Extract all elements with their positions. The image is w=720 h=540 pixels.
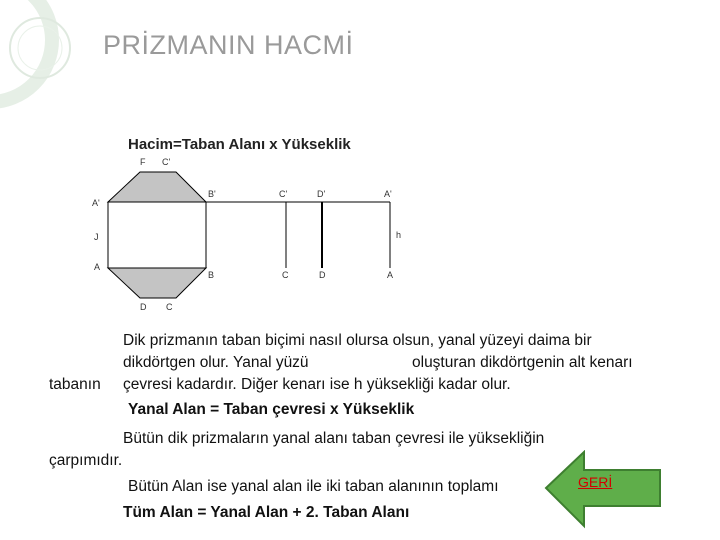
para1-line2a: dikdörtgen olur. Yanal yüzü <box>123 354 309 371</box>
para1-line3b: çevresi kadardır. Diğer kenarı ise h yüksekliği kadar olur. <box>123 376 511 393</box>
lateral-area-formula: Yanal Alan = Taban çevresi x Yükseklik <box>128 401 415 418</box>
para3: Bütün Alan ise yanal alan ile iki taban alanının toplamı <box>128 478 499 495</box>
lateral-face <box>108 202 206 268</box>
label-top-2: C' <box>162 157 171 167</box>
total-area-formula: Tüm Alan = Yanal Alan + 2. Taban Alanı <box>123 504 410 521</box>
decorative-circles <box>0 0 110 130</box>
label-b: B <box>208 270 215 280</box>
volume-formula: Hacim=Taban Alanı x Yükseklik <box>128 136 351 153</box>
label-d: D <box>319 270 326 280</box>
label-c: C <box>282 270 289 280</box>
label-h: h <box>396 230 402 240</box>
para1-line1: Dik prizmanın taban biçimi nasıl olursa olsun, yanal yüzeyi daima bir <box>123 332 592 349</box>
label-a-prime: A' <box>384 189 392 199</box>
label-c-prime: C' <box>279 189 288 199</box>
back-arrow-button[interactable] <box>544 450 662 530</box>
label-left-a: A' <box>92 198 100 208</box>
para2-line2: çarpımıdır. <box>49 452 123 469</box>
para2-line1: Bütün dik prizmaların yanal alanı taban çevresi ile yüksekliğin <box>123 430 545 447</box>
para1-line3a: tabanın <box>49 376 101 393</box>
bottom-base-face <box>108 268 206 298</box>
label-left-mid: J <box>94 232 99 242</box>
back-button-label[interactable]: GERİ <box>578 474 613 490</box>
page-title: PRİZMANIN HACMİ <box>103 30 354 60</box>
label-a: A <box>387 270 394 280</box>
prism-net-figure <box>84 154 414 314</box>
top-base-face <box>108 172 206 202</box>
para1-line2b: oluşturan dikdörtgenin alt kenarı <box>412 354 633 371</box>
label-bottom-d: D <box>140 302 147 312</box>
label-d-prime: D' <box>317 189 326 199</box>
label-b-prime: B' <box>208 189 216 199</box>
label-bottom-c: C <box>166 302 173 312</box>
label-left-b: A <box>94 262 101 272</box>
label-top-1: F <box>140 157 146 167</box>
